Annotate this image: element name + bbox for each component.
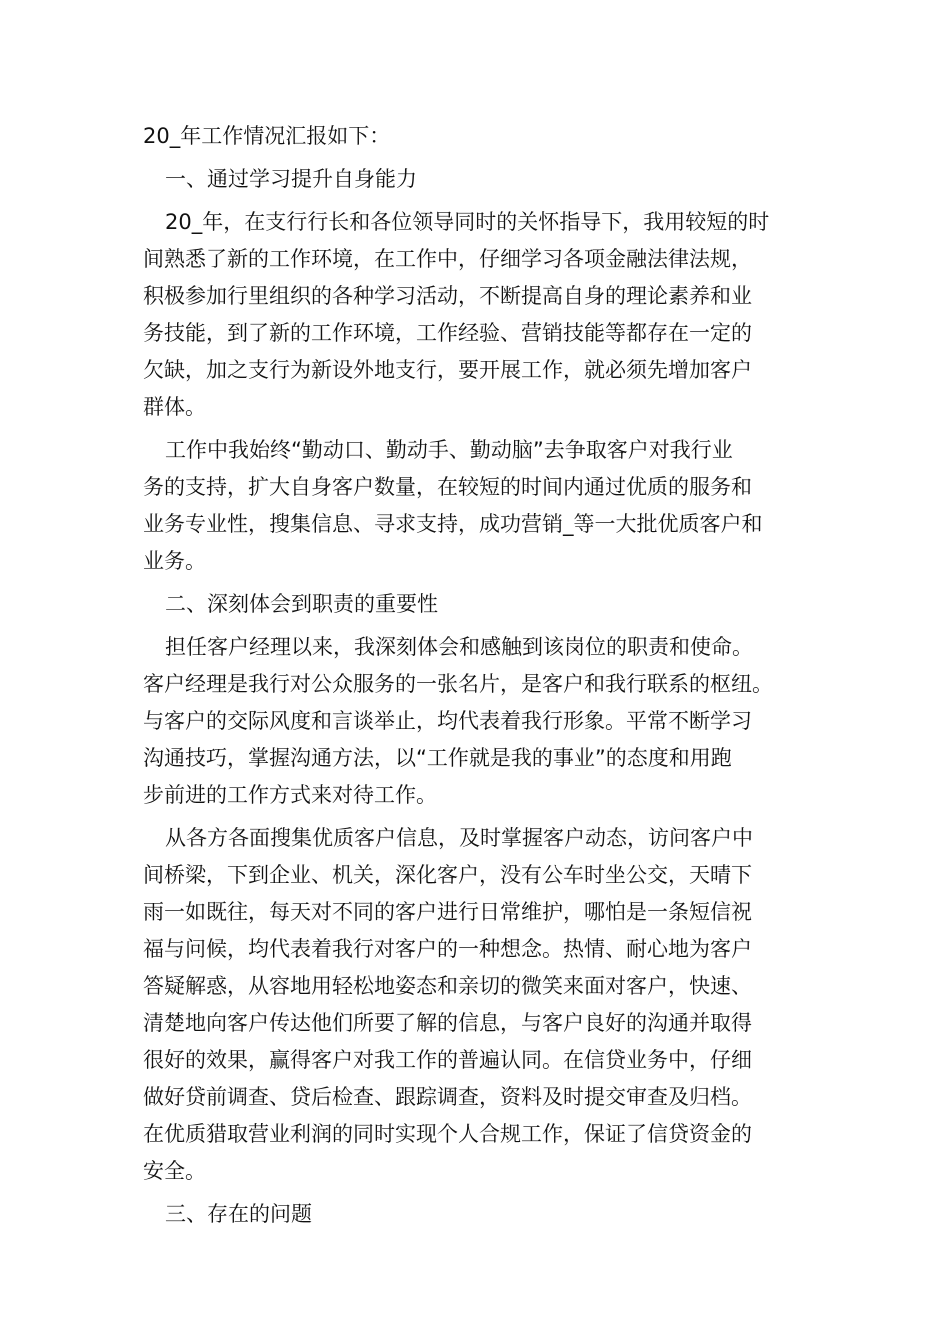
paragraph-line: 欠缺，加之支行为新设外地支行，要开展工作，就必须先增加客户 [143, 358, 752, 382]
paragraph-line: 务的支持，扩大自身客户数量，在较短的时间内通过优质的服务和 [143, 475, 752, 499]
paragraph-line: 间桥梁，下到企业、机关，深化客户，没有公车时坐公交，天晴下 [143, 863, 752, 887]
paragraph-line: 间熟悉了新的工作环境，在工作中，仔细学习各项金融法律法规， [143, 247, 752, 271]
paragraph-line: 客户经理是我行对公众服务的一张名片，是客户和我行联系的枢纽。 [143, 672, 773, 696]
paragraph-1 [143, 204, 813, 426]
paragraph-line: 工作中我始终“勤动口、勤动手、勤动脑”去争取客户对我行业 [165, 438, 733, 462]
document-body [143, 118, 813, 1233]
paragraph-line: 安全。 [143, 1159, 206, 1183]
paragraph-line: 与客户的交际风度和言谈举止，均代表着我行形象。平常不断学习 [143, 709, 752, 733]
intro-line: 20_年工作情况汇报如下： [143, 124, 391, 148]
paragraph-3 [143, 629, 813, 814]
paragraph-4 [143, 820, 813, 1190]
paragraph-line: 从各方各面搜集优质客户信息，及时掌握客户动态，访问客户中 [165, 826, 753, 850]
paragraph-line: 沟通技巧，掌握沟通方法，以“工作就是我的事业”的态度和用跑 [143, 746, 732, 770]
paragraph-line: 做好贷前调查、贷后检查、跟踪调查，资料及时提交审查及归档。 [143, 1085, 752, 1109]
paragraph-line: 积极参加行里组织的各种学习活动，不断提高自身的理论素养和业 [143, 284, 752, 308]
paragraph-line: 清楚地向客户传达他们所要了解的信息，与客户良好的沟通并取得 [143, 1011, 752, 1035]
paragraph-line: 答疑解惑，从容地用轻松地姿态和亲切的微笑来面对客户，快速、 [143, 974, 752, 998]
paragraph-line: 务技能，到了新的工作环境，工作经验、营销技能等都存在一定的 [143, 321, 752, 345]
paragraph-line: 担任客户经理以来，我深刻体会和感触到该岗位的职责和使命。 [165, 635, 753, 659]
paragraph-line: 步前进的工作方式来对待工作。 [143, 783, 437, 807]
paragraph-line: 20_年，在支行行长和各位领导同时的关怀指导下，我用较短的时 [165, 210, 770, 234]
paragraph-line: 在优质猎取营业利润的同时实现个人合规工作，保证了信贷资金的 [143, 1122, 752, 1146]
paragraph-line: 很好的效果，赢得客户对我工作的普遍认同。在信贷业务中，仔细 [143, 1048, 752, 1072]
paragraph-line: 雨一如既往，每天对不同的客户进行日常维护，哪怕是一条短信祝 [143, 900, 752, 924]
paragraph-line: 业务专业性，搜集信息、寻求支持，成功营销_等一大批优质客户和 [143, 512, 763, 536]
section-heading-3: 三、存在的问题 [165, 1202, 312, 1226]
paragraph-line: 群体。 [143, 395, 206, 419]
section-heading-1: 一、通过学习提升自身能力 [165, 167, 417, 191]
paragraph-line: 业务。 [143, 549, 206, 573]
section-heading-2: 二、深刻体会到职责的重要性 [165, 592, 438, 616]
paragraph-line: 福与问候，均代表着我行对客户的一种想念。热情、耐心地为客户 [143, 937, 752, 961]
paragraph-2 [143, 432, 813, 580]
